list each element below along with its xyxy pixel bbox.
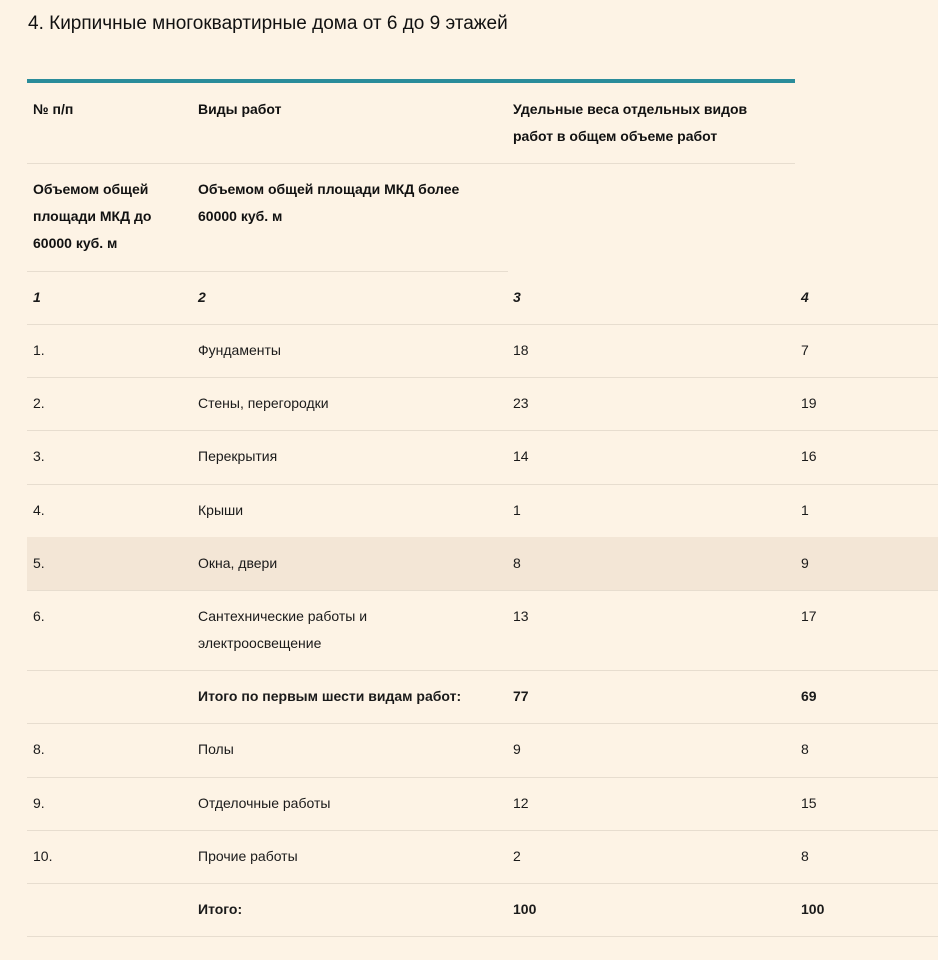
weight-over-60000: 69 xyxy=(801,688,817,704)
work-type xyxy=(198,790,330,817)
work-type xyxy=(198,736,234,763)
subheader-volume-up-to-line3: 60000 куб. м xyxy=(33,235,118,251)
work-type-line1: Стены, перегородки xyxy=(198,395,329,411)
weight-over-60000: 15 xyxy=(801,795,817,811)
weight-up-to-60000: 2 xyxy=(513,848,521,864)
table-row xyxy=(27,670,938,723)
row-number: 2. xyxy=(33,395,45,411)
column-number-1: 1 xyxy=(33,289,41,305)
work-type-line1: Итого по первым шести видам работ: xyxy=(198,688,462,704)
work-type xyxy=(198,843,298,870)
work-type-line1: Крыши xyxy=(198,502,244,518)
weight-over-60000: 1 xyxy=(801,502,809,518)
weight-over-60000: 17 xyxy=(801,608,817,624)
work-type-line1: Прочие работы xyxy=(198,848,298,864)
table-row xyxy=(27,830,938,883)
weight-up-to-60000: 13 xyxy=(513,608,529,624)
column-number-2: 2 xyxy=(198,289,206,305)
work-type xyxy=(198,337,281,364)
subheader-volume-up-to xyxy=(33,176,151,257)
work-type-line1: Полы xyxy=(198,741,234,757)
table-row xyxy=(27,484,938,537)
subheader-volume-up-to-line1: Объемом общей xyxy=(33,181,149,197)
header-weights-line2: работ в общем объеме работ xyxy=(513,128,718,144)
weight-over-60000: 8 xyxy=(801,848,809,864)
row-number: 1. xyxy=(33,342,45,358)
subheader-volume-up-to-line2: площади МКД до xyxy=(33,208,152,224)
row-number: 3. xyxy=(33,448,45,464)
weight-up-to-60000: 12 xyxy=(513,795,529,811)
subheader-volume-more-than-line2: 60000 куб. м xyxy=(198,208,283,224)
weight-over-60000: 7 xyxy=(801,342,809,358)
weight-up-to-60000: 1 xyxy=(513,502,521,518)
header-number: № п/п xyxy=(33,101,74,117)
column-numbers-row xyxy=(27,271,938,324)
subheader-volume-more-than-line1: Объемом общей площади МКД более xyxy=(198,181,460,197)
work-type xyxy=(198,896,242,923)
table-row xyxy=(27,537,938,590)
work-type xyxy=(198,390,329,417)
work-type-line1: Сантехнические работы и xyxy=(198,608,368,624)
weight-over-60000: 16 xyxy=(801,448,817,464)
table-row xyxy=(27,883,938,936)
row-divider xyxy=(27,936,938,937)
work-type-line1: Окна, двери xyxy=(198,555,278,571)
work-type-line1: Итого: xyxy=(198,901,243,917)
table-row xyxy=(27,377,938,430)
header-divider xyxy=(27,163,795,164)
weight-over-60000: 9 xyxy=(801,555,809,571)
table-row xyxy=(27,324,938,377)
work-type xyxy=(198,497,243,524)
row-number: 5. xyxy=(33,555,45,571)
work-type-line1: Перекрытия xyxy=(198,448,278,464)
row-number: 9. xyxy=(33,795,45,811)
work-type xyxy=(198,443,277,470)
row-number: 4. xyxy=(33,502,45,518)
header-weights-line1: Удельные веса отдельных видов xyxy=(513,101,748,117)
row-number: 10. xyxy=(33,848,53,864)
weight-up-to-60000: 23 xyxy=(513,395,529,411)
work-type xyxy=(198,550,277,577)
weight-over-60000: 19 xyxy=(801,395,817,411)
weight-up-to-60000: 18 xyxy=(513,342,529,358)
weight-up-to-60000: 14 xyxy=(513,448,529,464)
weight-up-to-60000: 9 xyxy=(513,741,521,757)
header-weights xyxy=(513,96,747,150)
table-row xyxy=(27,723,938,777)
table-row xyxy=(27,590,938,670)
table-top-border xyxy=(27,79,795,83)
column-number-4: 4 xyxy=(801,289,809,305)
subheader-volume-more-than xyxy=(198,176,459,230)
column-number-3: 3 xyxy=(513,289,521,305)
weight-over-60000: 8 xyxy=(801,741,809,757)
weight-up-to-60000: 8 xyxy=(513,555,521,571)
table-row xyxy=(27,430,938,484)
row-number: 6. xyxy=(33,608,45,624)
work-type-line1: Отделочные работы xyxy=(198,795,331,811)
work-type xyxy=(198,683,461,710)
work-type-line2: электроосвещение xyxy=(198,635,322,651)
page-title: 4. Кирпичные многоквартирные дома от 6 до 9 этажей xyxy=(28,13,508,34)
work-type-line1: Фундаменты xyxy=(198,342,281,358)
weight-over-60000: 100 xyxy=(801,901,825,917)
header-work-types: Виды работ xyxy=(198,101,282,117)
weight-up-to-60000: 100 xyxy=(513,901,537,917)
row-number: 8. xyxy=(33,741,45,757)
table-row xyxy=(27,777,938,830)
work-type xyxy=(198,603,367,657)
weight-up-to-60000: 77 xyxy=(513,688,529,704)
